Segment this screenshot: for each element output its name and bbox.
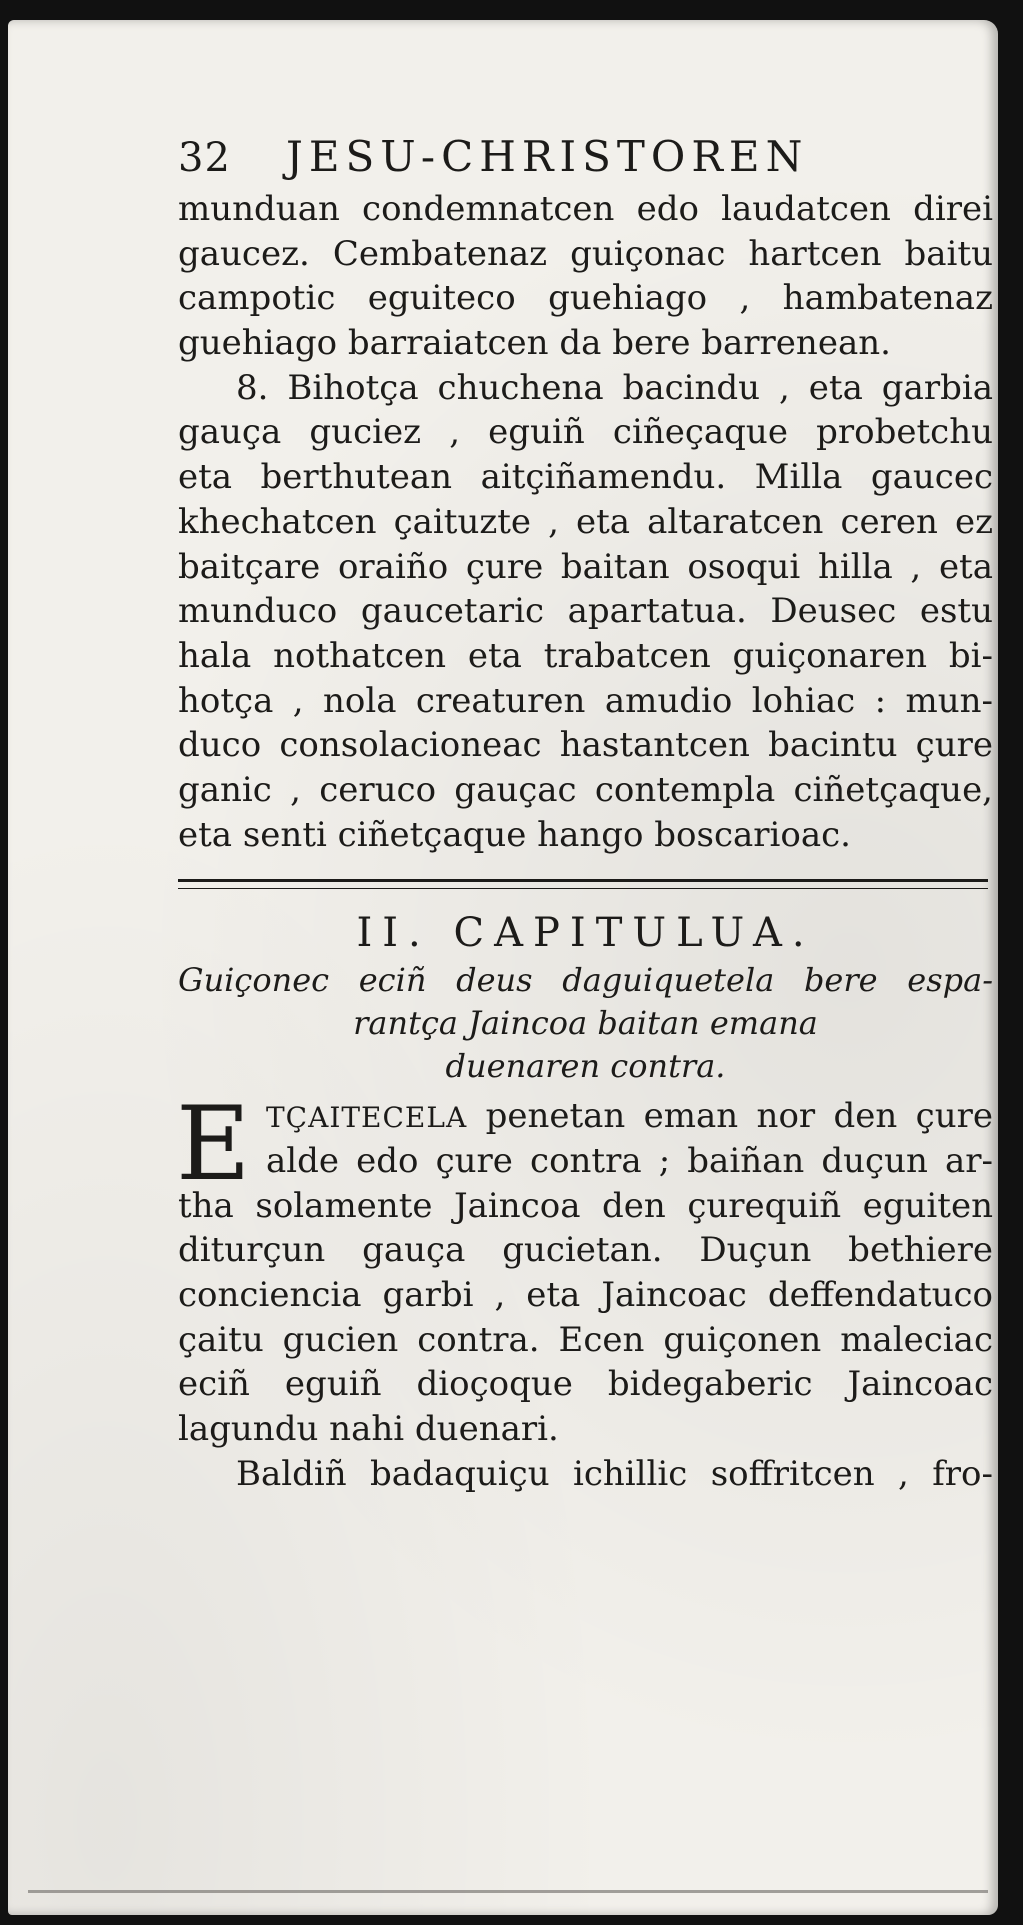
text-line: eta berthutean aitçiñamendu. Milla gaucec [178,457,993,498]
text-line: khechatcen çaituzte , eta altaratcen ceren ez [178,501,993,542]
text-line: eta senti ciñetçaque hango boscarioac. [178,814,851,855]
text-line: duco consolacioneac hastantcen bacintu çure [178,725,993,766]
text-line: çaitu gucien contra. Ecen guiçonen maleciac [178,1319,993,1360]
text-line: baitçare oraiño çure baitan osoqui hilla , eta [178,546,993,587]
page-bottom-edge [28,1890,988,1893]
text-line: ganic , ceruco gauçac contempla ciñetçaque, [178,769,993,810]
text-line: tha solamente Jaincoa den çurequiñ eguiten [178,1185,993,1226]
opening-line-rest: penetan eman nor den çure [485,1096,993,1137]
page-number: 32 [178,135,231,181]
text-line: 8. Bihotça chuchena bacindu , eta garbia [236,367,993,408]
drop-cap: E [176,1085,251,1205]
text-line: hala nothatcen eta trabatcen guiçonaren bi- [178,635,993,676]
text-line: hotça , nola creaturen amudio lohiac : mun- [178,680,993,721]
running-header [178,132,993,187]
running-title: JESU-CHRISTOREN [286,132,809,181]
text-line: Baldiñ badaquiçu ichillic soffritcen , fro- [236,1453,993,1494]
section-divider-rule [178,879,988,889]
text-line: eciñ eguiñ dioçoque bidegaberic Jaincoac [178,1364,993,1405]
text-block-top [178,187,993,366]
text-line: conciencia garbi , eta Jaincoac deffendatuco [178,1275,993,1316]
text-line: diturçun gauça gucietan. Duçun bethiere [178,1230,993,1271]
paragraph-8 [178,366,993,858]
text-line [178,1094,993,1139]
text-line: lagundu nahi duenari. [178,1409,559,1450]
chapter-title: II. CAPITULUA. [356,910,815,957]
summary-line: duenaren contra. [445,1047,726,1086]
summary-line: rantça Jaincoa baitan emana [353,1004,818,1043]
opening-word: TÇAITECELA [266,1101,468,1135]
chapter-body [176,1085,993,1496]
text-line: gauça guciez , eguiñ ciñeçaque probetchu [178,412,993,453]
text-line: munduco gaucetaric apartatua. Deusec estu [178,591,993,632]
text-line: campotic eguiteco guehiago , hambatenaz [178,278,993,319]
text-line: guehiago barraiatcen da bere barrenean. [178,323,891,364]
text-line: alde edo çure contra ; baiñan duçun ar- [266,1141,993,1181]
text-line: gaucez. Cembatenaz guiçonac hartcen baitu [178,233,993,274]
paper-page [8,20,998,1915]
chapter-summary [178,959,993,1088]
text-line: munduan condemnatcen edo laudatcen direi [178,189,993,229]
page-text-block [176,132,993,1497]
summary-line: Guiçonec eciñ deus daguiquetela bere espa- [178,961,993,1000]
